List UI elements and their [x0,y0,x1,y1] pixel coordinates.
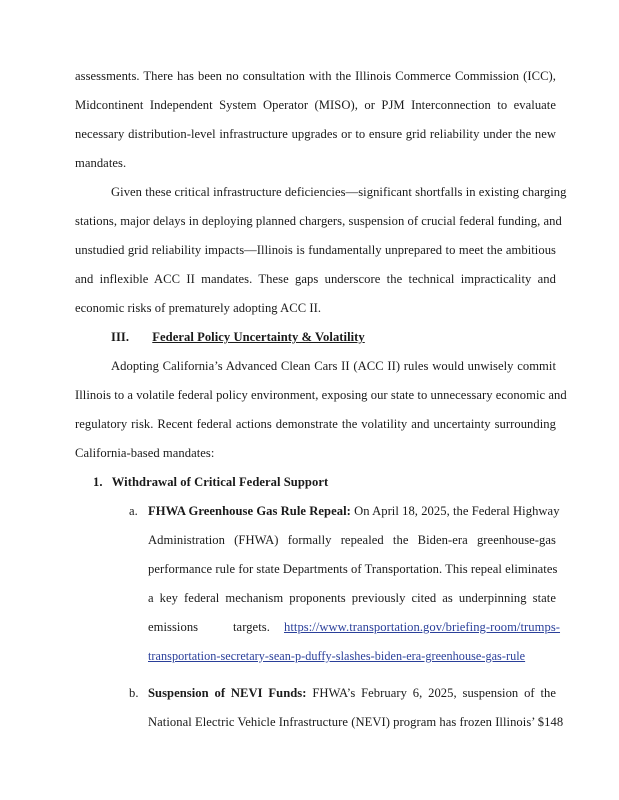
item-a-line1-text: On April 18, 2025, the Federal Highway [354,504,560,518]
paragraph1-line: assessments. There has been no consultation with the Illinois Commerce Commission (ICC), [75,69,556,83]
item-b-line1 [148,686,556,701]
paragraph2-line: unstudied grid reliability impacts—Illinois is fundamentally unprepared to meet the ambitious [75,243,556,257]
source-link-part1[interactable]: https://www.transportation.gov/briefing-room/trumps- [284,620,561,634]
paragraph3-line: California-based mandates: [75,446,215,460]
section-title: Federal Policy Uncertainty & Volatility [152,330,365,344]
targets-word: targets. [233,620,270,634]
numbered-item-heading [93,475,328,490]
item-b-line2: National Electric Vehicle Infrastructure (NEVI) program has frozen Illinois’ $148 [148,715,564,729]
paragraph3-line: regulatory risk. Recent federal actions demonstrate the volatility and uncertainty surrounding [75,417,556,431]
numbered-item-number: 1. [93,475,103,489]
item-a-line: Administration (FHWA) formally repealed the Biden-era greenhouse-gas [148,533,556,547]
numbered-item-title: Withdrawal of Critical Federal Support [111,475,329,489]
paragraph3-line: Adopting California’s Advanced Clean Cars II (ACC II) rules would unwisely commit [111,359,556,373]
paragraph2-line: Given these critical infrastructure deficiencies—significant shortfalls in existing charging [111,185,567,199]
paragraph2-line: stations, major delays in deploying planned chargers, suspension of crucial federal funding, and [75,214,562,228]
paragraph1-line: Midcontinent Independent System Operator (MISO), or PJM Interconnection to evaluate [75,98,556,112]
item-a-line: performance rule for state Departments of Transportation. This repeal eliminates [148,562,558,576]
item-a-line: a key federal mechanism proponents previously cited as underpinning state [148,591,556,605]
section-number: III. [111,330,130,344]
item-b-letter: b. [129,686,139,700]
emissions-word: emissions [148,620,199,634]
item-a-line1 [148,504,560,519]
paragraph1-line: necessary distribution-level infrastructure upgrades or to ensure grid reliability under the new [75,127,556,141]
paragraph2-line: and inflexible ACC II mandates. These gaps underscore the technical impracticality and [75,272,556,286]
item-a-link-line [148,649,525,664]
paragraph3-line: Illinois to a volatile federal policy environment, exposing our state to unnecessary economic and [75,388,567,402]
item-b-line1-text: FHWA’s February 6, 2025, suspension of the [312,686,557,700]
item-b-bold-label: Suspension of NEVI Funds: [148,686,307,700]
item-a-letter: a. [129,504,138,518]
source-link-part2[interactable]: transportation-secretary-sean-p-duffy-slashes-biden-era-greenhouse-gas-rule [148,649,526,663]
paragraph2-line: economic risks of prematurely adopting ACC II. [75,301,322,315]
section-heading [111,330,365,345]
paragraph1-line: mandates. [75,156,127,170]
item-a-bold-label: FHWA Greenhouse Gas Rule Repeal: [148,504,351,518]
